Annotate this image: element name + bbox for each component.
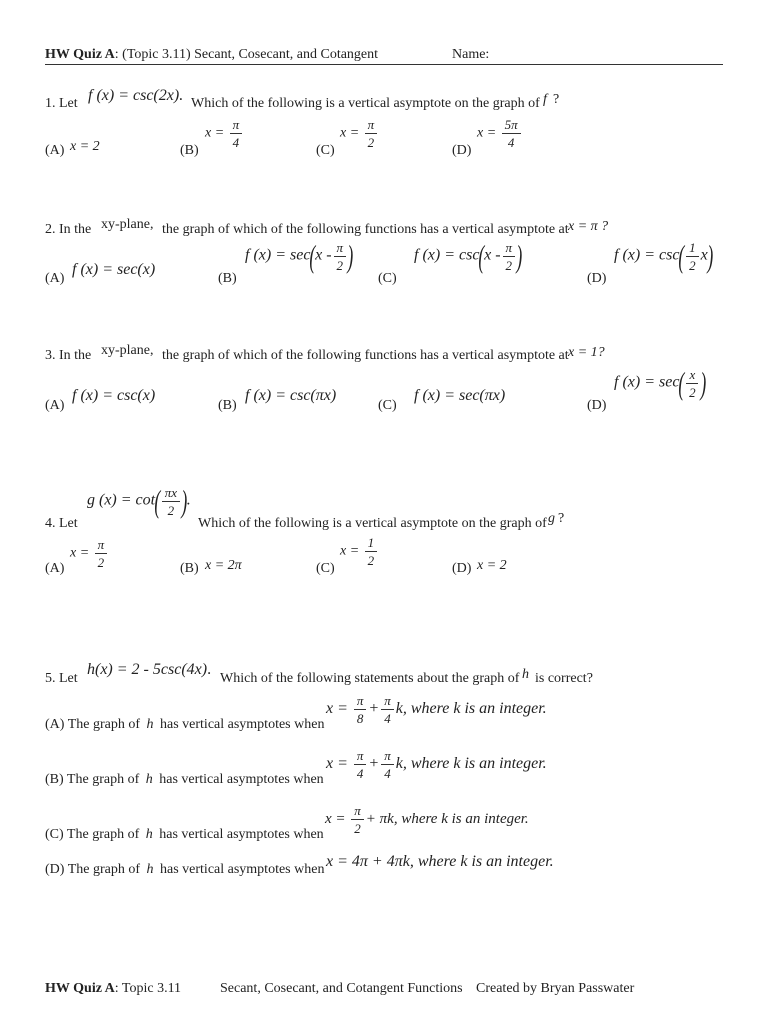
q4-g-dot: . <box>186 491 191 509</box>
q2-prompt: the graph of which of the following functions has a vertical asymptote at <box>162 222 569 237</box>
q3-d-num: x <box>686 368 698 384</box>
q1-d-num: 5π <box>502 118 521 134</box>
q3-plane: xy-plane, <box>101 343 154 358</box>
q5-a-post: has vertical asymptotes when <box>160 717 325 732</box>
q5-b-n2: π <box>381 749 394 765</box>
q5-a-pre: The graph of <box>67 717 140 732</box>
q2-b-fn: f (x) = sec <box>245 246 311 264</box>
footer-quiz <box>45 981 181 997</box>
q3-option-a: f (x) = csc(x) <box>72 387 156 404</box>
header-rule <box>45 64 723 65</box>
q4-c-den: 2 <box>367 553 375 568</box>
q1-option-d <box>477 118 523 149</box>
q3-option-b-label: (B) <box>218 398 237 413</box>
q5-option-c <box>45 827 324 843</box>
q5-b-n1: π <box>354 749 367 765</box>
q2-option-d: f (x) = csc( $\frac{1}{2}$ x) <box>614 238 713 274</box>
q1-c-num: π <box>365 118 378 134</box>
q2-b-num: π <box>334 241 347 257</box>
q5-a-n2: π <box>381 694 394 710</box>
q3-d-den: 2 <box>689 384 696 400</box>
q4-function: g (x) = cot( $\frac{\pi x}{2}$ ). <box>87 483 191 519</box>
q2-number: 2. In the <box>45 222 92 237</box>
q2-option-a: f (x) = sec(x) <box>72 261 156 278</box>
footer-author: Created by Bryan Passwater <box>476 981 635 996</box>
q2-d-den: 2 <box>689 257 696 273</box>
q1-b-num: π <box>230 118 243 134</box>
q4-c-lhs: x = <box>340 543 360 559</box>
q4-number: 4. Let <box>45 516 78 531</box>
q2-c-num: π <box>503 241 516 257</box>
q1-option-b <box>205 118 244 149</box>
q2-b-x: x - <box>315 246 332 264</box>
q4-g-var: g <box>548 511 555 526</box>
q4-option-c <box>340 536 379 567</box>
q5-h-dot: . <box>207 661 212 678</box>
q5-a-n1: π <box>354 694 367 710</box>
q1-c-lhs: x = <box>340 125 360 141</box>
quiz-title-bold: HW Quiz A <box>45 47 115 62</box>
q5-option-b <box>45 772 324 788</box>
q1-option-a: x = 2 <box>70 139 100 154</box>
q2-at: x = π ? <box>568 219 609 234</box>
q5-d-pre: The graph of <box>67 862 140 877</box>
q5-a-d2: 4 <box>384 711 391 726</box>
q5-b-k: k, where k is an integer. <box>395 755 547 773</box>
q5-b-plus: + <box>368 755 380 773</box>
q4-option-d: x = 2 <box>477 558 507 573</box>
q5-c-post: has vertical asymptotes when <box>159 827 324 842</box>
q1-b-lhs: x = <box>205 125 225 141</box>
q5-prompt: Which of the following statements about the graph of <box>220 671 520 686</box>
q1-option-b-label: (B) <box>180 143 199 158</box>
q5-a-lhs: x = <box>326 700 348 718</box>
q4-option-b: x = 2π <box>205 558 242 573</box>
q4-option-a <box>70 538 109 569</box>
q5-c-h: h <box>145 827 153 842</box>
q1-option-c-label: (C) <box>316 143 335 158</box>
footer-topic: : Topic 3.11 <box>114 981 182 996</box>
q1-number: 1. Let <box>45 96 78 111</box>
q4-prompt: Which of the following is a vertical asymptote on the graph of <box>198 516 547 531</box>
q2-d-x: x <box>700 246 708 264</box>
q1-c-den: 2 <box>367 135 375 150</box>
q1-b-den: 4 <box>232 135 240 150</box>
q5-c-pre: The graph of <box>66 827 140 842</box>
q5-option-d <box>45 862 324 878</box>
q3-d-fn: f (x) = sec <box>614 373 680 391</box>
q5-c-rest: + πk, where k is an integer. <box>365 810 529 827</box>
footer-title: Secant, Cosecant, and Cotangent Functions <box>220 981 463 996</box>
q2-option-d-label: (D) <box>587 271 607 286</box>
q4-g-num: πx <box>162 486 180 502</box>
q3-prompt: the graph of which of the following functions has a vertical asymptote at <box>162 348 569 363</box>
q5-option-c-math <box>325 804 529 835</box>
q5-option-d-math: x = 4π + 4πk, where k is an integer. <box>326 853 554 870</box>
q5-b-post: has vertical asymptotes when <box>159 772 324 787</box>
q4-option-c-label: (C) <box>316 561 335 576</box>
q2-plane: xy-plane, <box>101 217 154 232</box>
q5-c-label: (C) <box>45 827 64 842</box>
q1-option-a-label: (A) <box>45 143 65 158</box>
q2-b-den: 2 <box>336 257 344 273</box>
q1-f-var: f <box>543 92 547 107</box>
q4-g-fn: g (x) = cot <box>87 491 156 509</box>
q5-a-plus: + <box>368 700 380 718</box>
q4-option-b-label: (B) <box>180 561 199 576</box>
q4-a-num: π <box>95 538 108 554</box>
q5-h-fn: h(x) = 2 - 5csc(4x) <box>87 661 208 678</box>
q5-option-b-math <box>326 749 547 780</box>
q4-option-a-label: (A) <box>45 561 65 576</box>
q2-c-fn: f (x) = csc <box>414 246 480 264</box>
q2-d-num: 1 <box>686 241 699 257</box>
q5-c-n1: π <box>351 804 364 820</box>
q3-number: 3. In the <box>45 348 92 363</box>
q5-c-lhs: x = <box>325 810 346 827</box>
q4-g-den: 2 <box>167 502 175 518</box>
q5-b-d2: 4 <box>384 766 391 781</box>
q5-h-var: h <box>522 667 529 682</box>
quiz-title-topic: : (Topic 3.11) Secant, Cosecant, and Cotangent <box>114 47 379 62</box>
q1-function: f (x) = csc(2x). <box>88 87 184 104</box>
q4-a-lhs: x = <box>70 545 90 561</box>
q2-option-b-label: (B) <box>218 271 237 286</box>
q1-option-c <box>340 118 379 149</box>
footer-bold: HW Quiz A <box>45 981 115 996</box>
q4-qmark: ? <box>558 511 565 526</box>
q4-c-num: 1 <box>365 536 378 552</box>
q1-d-lhs: x = <box>477 125 497 141</box>
q5-number: 5. Let <box>45 671 78 686</box>
q3-option-a-label: (A) <box>45 398 65 413</box>
q5-b-pre: The graph of <box>66 772 140 787</box>
q1-option-d-label: (D) <box>452 143 472 158</box>
q1-prompt: Which of the following is a vertical asymptote on the graph of <box>191 96 540 111</box>
q3-option-d-label: (D) <box>587 398 607 413</box>
q2-c-x: x - <box>484 246 501 264</box>
q2-d-fn: f (x) = csc <box>614 246 680 264</box>
q4-option-d-label: (D) <box>452 561 472 576</box>
q5-option-a-math <box>326 694 547 725</box>
q5-b-d1: 4 <box>356 766 364 781</box>
q5-a-h: h <box>146 717 154 732</box>
q5-a-label: (A) <box>45 717 65 732</box>
q2-option-a-label: (A) <box>45 271 65 286</box>
q2-option-b: f (x) = sec(x - $\frac{\pi}{2}$ ) <box>245 238 354 274</box>
q3-option-c: f (x) = sec(πx) <box>414 387 506 404</box>
q5-b-label: (B) <box>45 772 64 787</box>
q3-at: x = 1? <box>568 345 605 360</box>
q2-option-c: f (x) = csc(x - $\frac{\pi}{2}$ ) <box>414 238 523 274</box>
q5-b-h: h <box>145 772 153 787</box>
q2-option-c-label: (C) <box>378 271 397 286</box>
q5-d-label: (D) <box>45 862 65 877</box>
q4-a-den: 2 <box>97 555 105 570</box>
q5-a-k: k, where k is an integer. <box>395 700 547 718</box>
q1-d-den: 4 <box>507 135 515 150</box>
q1-qmark: ? <box>553 92 560 107</box>
quiz-title <box>45 47 378 63</box>
q5-a-d1: 8 <box>356 711 364 726</box>
q2-c-den: 2 <box>505 257 513 273</box>
q5-function <box>87 661 211 679</box>
q5-b-lhs: x = <box>326 755 348 773</box>
q5-option-a <box>45 717 324 733</box>
q5-d-post: has vertical asymptotes when <box>160 862 325 877</box>
q3-option-b: f (x) = csc(πx) <box>245 387 337 404</box>
q3-option-c-label: (C) <box>378 398 397 413</box>
q5-d-h: h <box>146 862 154 877</box>
q5-c-d1: 2 <box>354 821 361 836</box>
q3-option-d: f (x) = sec( $\frac{x}{2}$ ) <box>614 365 706 401</box>
q5-tail: is correct? <box>535 671 593 686</box>
name-label: Name: <box>452 47 490 62</box>
